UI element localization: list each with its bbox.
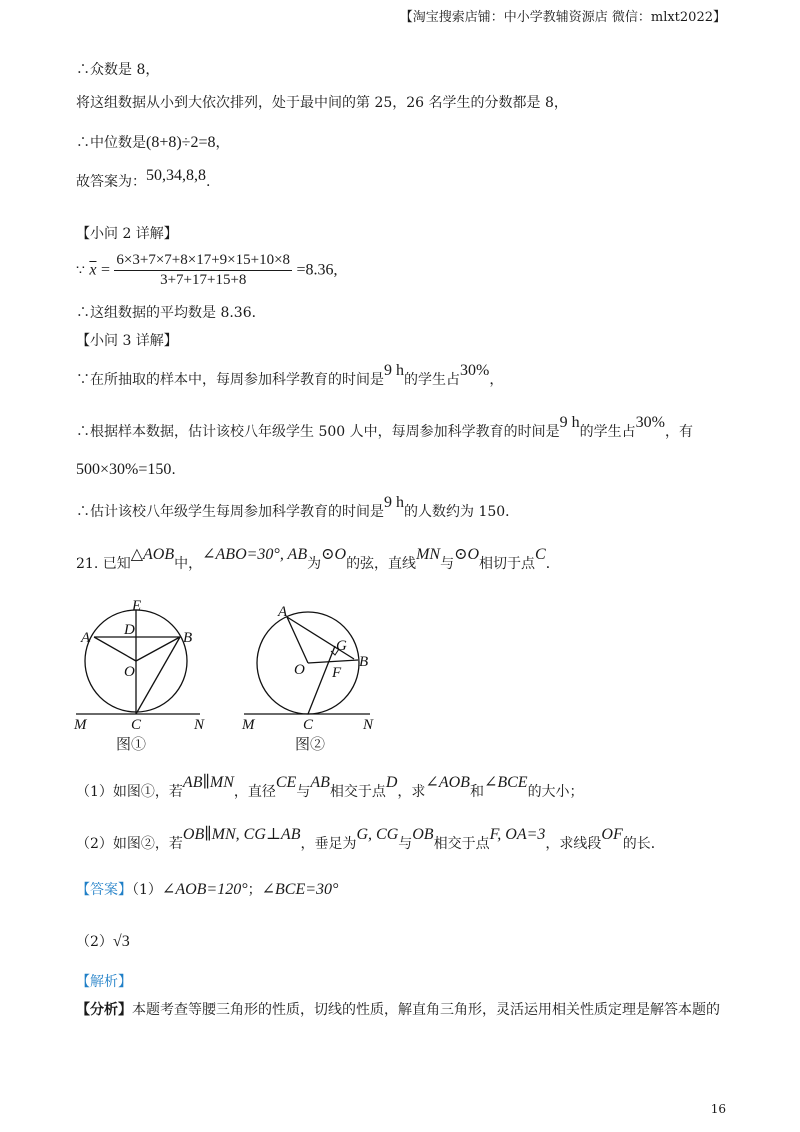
text: （1）如图①，若 bbox=[76, 784, 183, 800]
text: ∵ bbox=[76, 262, 85, 279]
label-D: D bbox=[124, 622, 135, 638]
text: ， bbox=[215, 135, 230, 151]
text: 和 bbox=[469, 784, 484, 800]
text: 的学生占 bbox=[579, 424, 636, 440]
math: MN bbox=[416, 546, 441, 563]
text: . bbox=[171, 462, 176, 478]
text: ； bbox=[247, 882, 262, 898]
text: ，有 bbox=[664, 424, 693, 440]
math: D bbox=[385, 774, 398, 791]
math: √3 bbox=[112, 933, 130, 950]
math: ∠AOB=120° bbox=[161, 881, 248, 898]
figure-2-caption: 图② bbox=[295, 735, 326, 753]
text: 的大小； bbox=[527, 784, 584, 800]
label-B: B bbox=[359, 654, 369, 670]
math: 50,34,8,8 bbox=[146, 167, 206, 184]
math: ⊙O bbox=[321, 546, 347, 563]
question-21 bbox=[76, 546, 560, 574]
part-2 bbox=[76, 826, 665, 854]
math: G, CG bbox=[356, 826, 399, 843]
label-N: N bbox=[194, 717, 205, 733]
label-C: C bbox=[131, 717, 142, 733]
math: ∠BCE bbox=[483, 774, 528, 791]
text: 本题考查等腰三角形的性质，切线的性质，解直角三角形，灵活运用相关性质定理是解答本题的 bbox=[132, 1002, 720, 1018]
math: ∠ABO=30°, AB bbox=[202, 546, 308, 563]
math: AB∥MN bbox=[182, 774, 234, 791]
text-line: ∴众数是 8， bbox=[76, 62, 160, 78]
text: （2） bbox=[76, 934, 113, 950]
label-M: M bbox=[242, 717, 255, 733]
text-line bbox=[76, 494, 520, 522]
text: 故答案为： bbox=[76, 174, 146, 190]
text: 与 bbox=[296, 784, 311, 800]
text: ∴中位数是 bbox=[76, 135, 146, 151]
text: 21. 已知 bbox=[76, 556, 131, 572]
label-N: N bbox=[363, 717, 374, 733]
numerator: 6×3+7×7+8×17+9×15+10×8 bbox=[114, 252, 292, 271]
math: 9 h bbox=[384, 362, 404, 379]
math: (8+8)÷2=8 bbox=[146, 134, 216, 151]
label-C: C bbox=[303, 717, 314, 733]
math: CE bbox=[275, 774, 297, 791]
text-line bbox=[76, 460, 176, 480]
section-heading: 【小问 2 详解】 bbox=[76, 226, 178, 242]
section-heading: 【小问 3 详解】 bbox=[76, 333, 178, 349]
analysis-label: 【解析】 bbox=[76, 974, 132, 990]
label-A: A bbox=[278, 604, 288, 620]
math: 9 h bbox=[384, 494, 404, 511]
answer-1 bbox=[76, 880, 338, 900]
label-B: B bbox=[183, 630, 193, 646]
page-header: 【淘宝搜索店铺：中小学教辅资源店 微信：mlxt2022】 bbox=[399, 10, 726, 25]
text: ∵在所抽取的样本中，每周参加科学教育的时间是 bbox=[76, 372, 384, 388]
mean-formula: ∵ $\overline{x}$ = $\frac{6\times 3+7\times 7+8\times 17+9\times 15+10\times 8}{3+7+17+15+8}$ =8.36, bbox=[76, 252, 338, 288]
text: ． bbox=[545, 556, 560, 572]
math: OB bbox=[412, 826, 434, 843]
text: 与 bbox=[440, 556, 455, 572]
math: 500×30%=150 bbox=[76, 461, 172, 478]
text-line: 将这组数据从小到大依次排列，处于最中间的第 25，26 名学生的分数都是 8， bbox=[76, 95, 568, 111]
math: 30% bbox=[460, 362, 490, 379]
label-M: M bbox=[74, 717, 87, 733]
label-E: E bbox=[132, 598, 142, 614]
text: （2）如图②，若 bbox=[76, 836, 183, 852]
answer-line bbox=[76, 167, 211, 192]
text-line bbox=[76, 414, 693, 442]
result: =8.36, bbox=[296, 261, 338, 279]
math: 30% bbox=[635, 414, 665, 431]
math: ∠AOB bbox=[425, 774, 470, 791]
math: △AOB bbox=[130, 546, 175, 563]
text: 相切于点 bbox=[479, 556, 536, 572]
label-O: O bbox=[294, 662, 305, 678]
xbar-symbol: $\overline{x}$ bbox=[89, 261, 97, 279]
text: 相交于点 bbox=[433, 836, 490, 852]
fenxi-label: 【分析】 bbox=[76, 1002, 132, 1018]
text: 的学生占 bbox=[404, 372, 460, 388]
math: ⊙O bbox=[454, 546, 480, 563]
text: 相交于点 bbox=[329, 784, 386, 800]
text: ，求线段 bbox=[545, 836, 602, 852]
median-line bbox=[76, 133, 229, 153]
label-A: A bbox=[81, 630, 91, 646]
answer-2 bbox=[76, 932, 130, 952]
part-1 bbox=[76, 774, 584, 802]
text: ，直径 bbox=[233, 784, 276, 800]
text: ，垂足为 bbox=[300, 836, 357, 852]
text: 的弦，直线 bbox=[346, 556, 417, 572]
text: 的人数约为 150． bbox=[404, 504, 520, 520]
text: ∴根据样本数据，估计该校八年级学生 500 人中，每周参加科学教育的时间是 bbox=[76, 424, 560, 440]
text: ∴估计该校八年级学生每周参加科学教育的时间是 bbox=[76, 504, 384, 520]
answer-label: 【答案】 bbox=[76, 882, 132, 898]
page-number: 16 bbox=[710, 1102, 726, 1116]
math: OF bbox=[601, 826, 623, 843]
analysis-text bbox=[76, 1000, 720, 1020]
label-G: G bbox=[336, 638, 347, 654]
denominator: 3+7+17+15+8 bbox=[160, 272, 247, 288]
text: （1） bbox=[132, 882, 162, 898]
math: C bbox=[535, 546, 546, 563]
text: 与 bbox=[398, 836, 413, 852]
label-O: O bbox=[124, 664, 135, 680]
text-line: ∴这组数据的平均数是 8.36． bbox=[76, 305, 266, 321]
math: F, OA=3 bbox=[489, 826, 546, 843]
text-line bbox=[76, 362, 504, 390]
text: 中， bbox=[174, 556, 203, 572]
math: ∠BCE=30° bbox=[261, 881, 339, 898]
text: . bbox=[206, 174, 211, 190]
math: OB∥MN, CG⊥AB bbox=[182, 826, 301, 843]
text: ， bbox=[489, 372, 504, 388]
label-F: F bbox=[332, 665, 342, 681]
text: 为 bbox=[307, 556, 322, 572]
math: 9 h bbox=[559, 414, 580, 431]
math: AB bbox=[310, 774, 330, 791]
text: 的长． bbox=[622, 836, 665, 852]
fraction bbox=[114, 252, 292, 289]
text: ，求 bbox=[397, 784, 426, 800]
figure-1-caption: 图① bbox=[116, 735, 147, 753]
